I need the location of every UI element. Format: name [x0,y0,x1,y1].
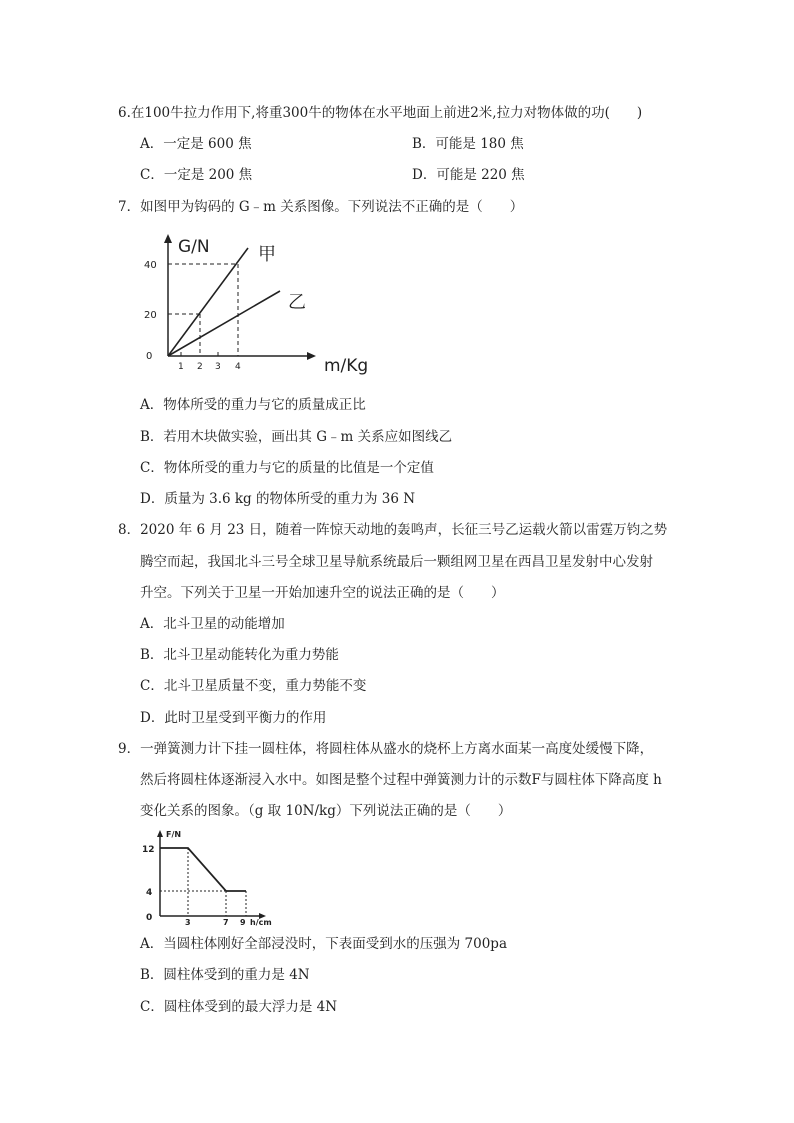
q8-option-a: A．北斗卫星的动能增加 [140,616,285,632]
q9-xtick-9: 9 [240,918,246,927]
q9-ytick-0: 0 [146,913,153,923]
q9-stem-line1: 9．一弹簧测力计下挂一圆柱体，将圆柱体从盛水的烧杯上方离水面某一高度处缓慢下降， [118,741,654,757]
q7-xtick-1: 1 [178,362,184,372]
q7-y-axis-arrow [164,234,172,243]
q8-option-b: B．北斗卫星动能转化为重力势能 [140,647,339,663]
q7-stem: 7．如图甲为钩码的 G﹣m 关系图像。下列说法不正确的是（ ） [118,199,524,215]
q7-xtick-4: 4 [235,362,241,372]
q8-option-c: C．北斗卫星质量不变，重力势能不变 [140,678,367,694]
q7-option-a: A．物体所受的重力与它的质量成正比 [140,397,366,413]
q8-stem-line3: 升空。下列关于卫星一开始加速升空的说法正确的是（ ） [140,585,505,601]
q8-option-d: D．此时卫星受到平衡力的作用 [140,710,327,726]
q9-y-axis-arrow [157,830,163,837]
q7-x-label: m/Kg [324,356,369,376]
q9-curve [160,848,246,891]
q6-option-a: A．一定是 600 焦 [140,136,252,152]
q7-xtick-2: 2 [197,362,203,372]
q9-stem-line3: 变化关系的图象。（g 取 10N/kg）下列说法正确的是（ ） [140,803,512,819]
q7-ytick-20: 20 [144,310,157,321]
q6-option-c: C．一定是 200 焦 [140,167,253,183]
q9-option-a: A．当圆柱体刚好全部浸没时，下表面受到水的压强为 700pa [140,936,507,952]
q7-line-yi [168,291,280,356]
q7-x-axis-arrow [307,352,316,360]
q9-xtick-7: 7 [223,918,229,927]
q7-option-b: B．若用木块做实验，画出其 G﹣m 关系应如图线乙 [140,429,453,445]
q7-line-jia [168,248,248,356]
q7-option-c: C．物体所受的重力与它的质量的比值是一个定值 [140,460,434,476]
q9-stem-line2: 然后将圆柱体逐渐浸入水中。如图是整个过程中弹簧测力计的示数F与圆柱体下降高度 h [140,772,662,788]
q6-option-b: B．可能是 180 焦 [412,136,524,152]
q9-x-label: h/cm [250,918,272,927]
q7-ytick-0: 0 [146,351,153,362]
q9-ytick-12: 12 [142,845,155,855]
q9-option-c: C．圆柱体受到的最大浮力是 4N [140,999,338,1015]
q9-ytick-4: 4 [146,888,153,898]
q8-stem-line1: 8．2020 年 6 月 23 日，随着一阵惊天动地的轰鸣声，长征三号乙运载火箭以雷霆万钧之势 [118,522,668,538]
q7-option-d: D．质量为 3.6 kg 的物体所受的重力为 36 N [140,491,416,507]
q9-y-label: F/N [166,830,182,839]
q6-stem: 6.在100牛拉力作用下,将重300牛的物体在水平地面上前进2米,拉力对物体做的功( ) [118,105,643,121]
q7-xtick-3: 3 [215,362,221,372]
q7-g-m-graph [138,228,388,380]
q6-option-d: D．可能是 220 焦 [412,167,525,183]
q7-label-yi: 乙 [288,292,306,313]
q9-xtick-3: 3 [185,918,191,927]
q9-f-h-graph [138,828,288,928]
q7-y-label: G/N [178,237,210,257]
q7-ytick-40: 40 [144,260,157,271]
q9-option-b: B．圆柱体受到的重力是 4N [140,967,310,983]
q7-label-jia: 甲 [258,244,276,265]
q8-stem-line2: 腾空而起，我国北斗三号全球卫星导航系统最后一颗组网卫星在西昌卫星发射中心发射 [140,554,653,570]
